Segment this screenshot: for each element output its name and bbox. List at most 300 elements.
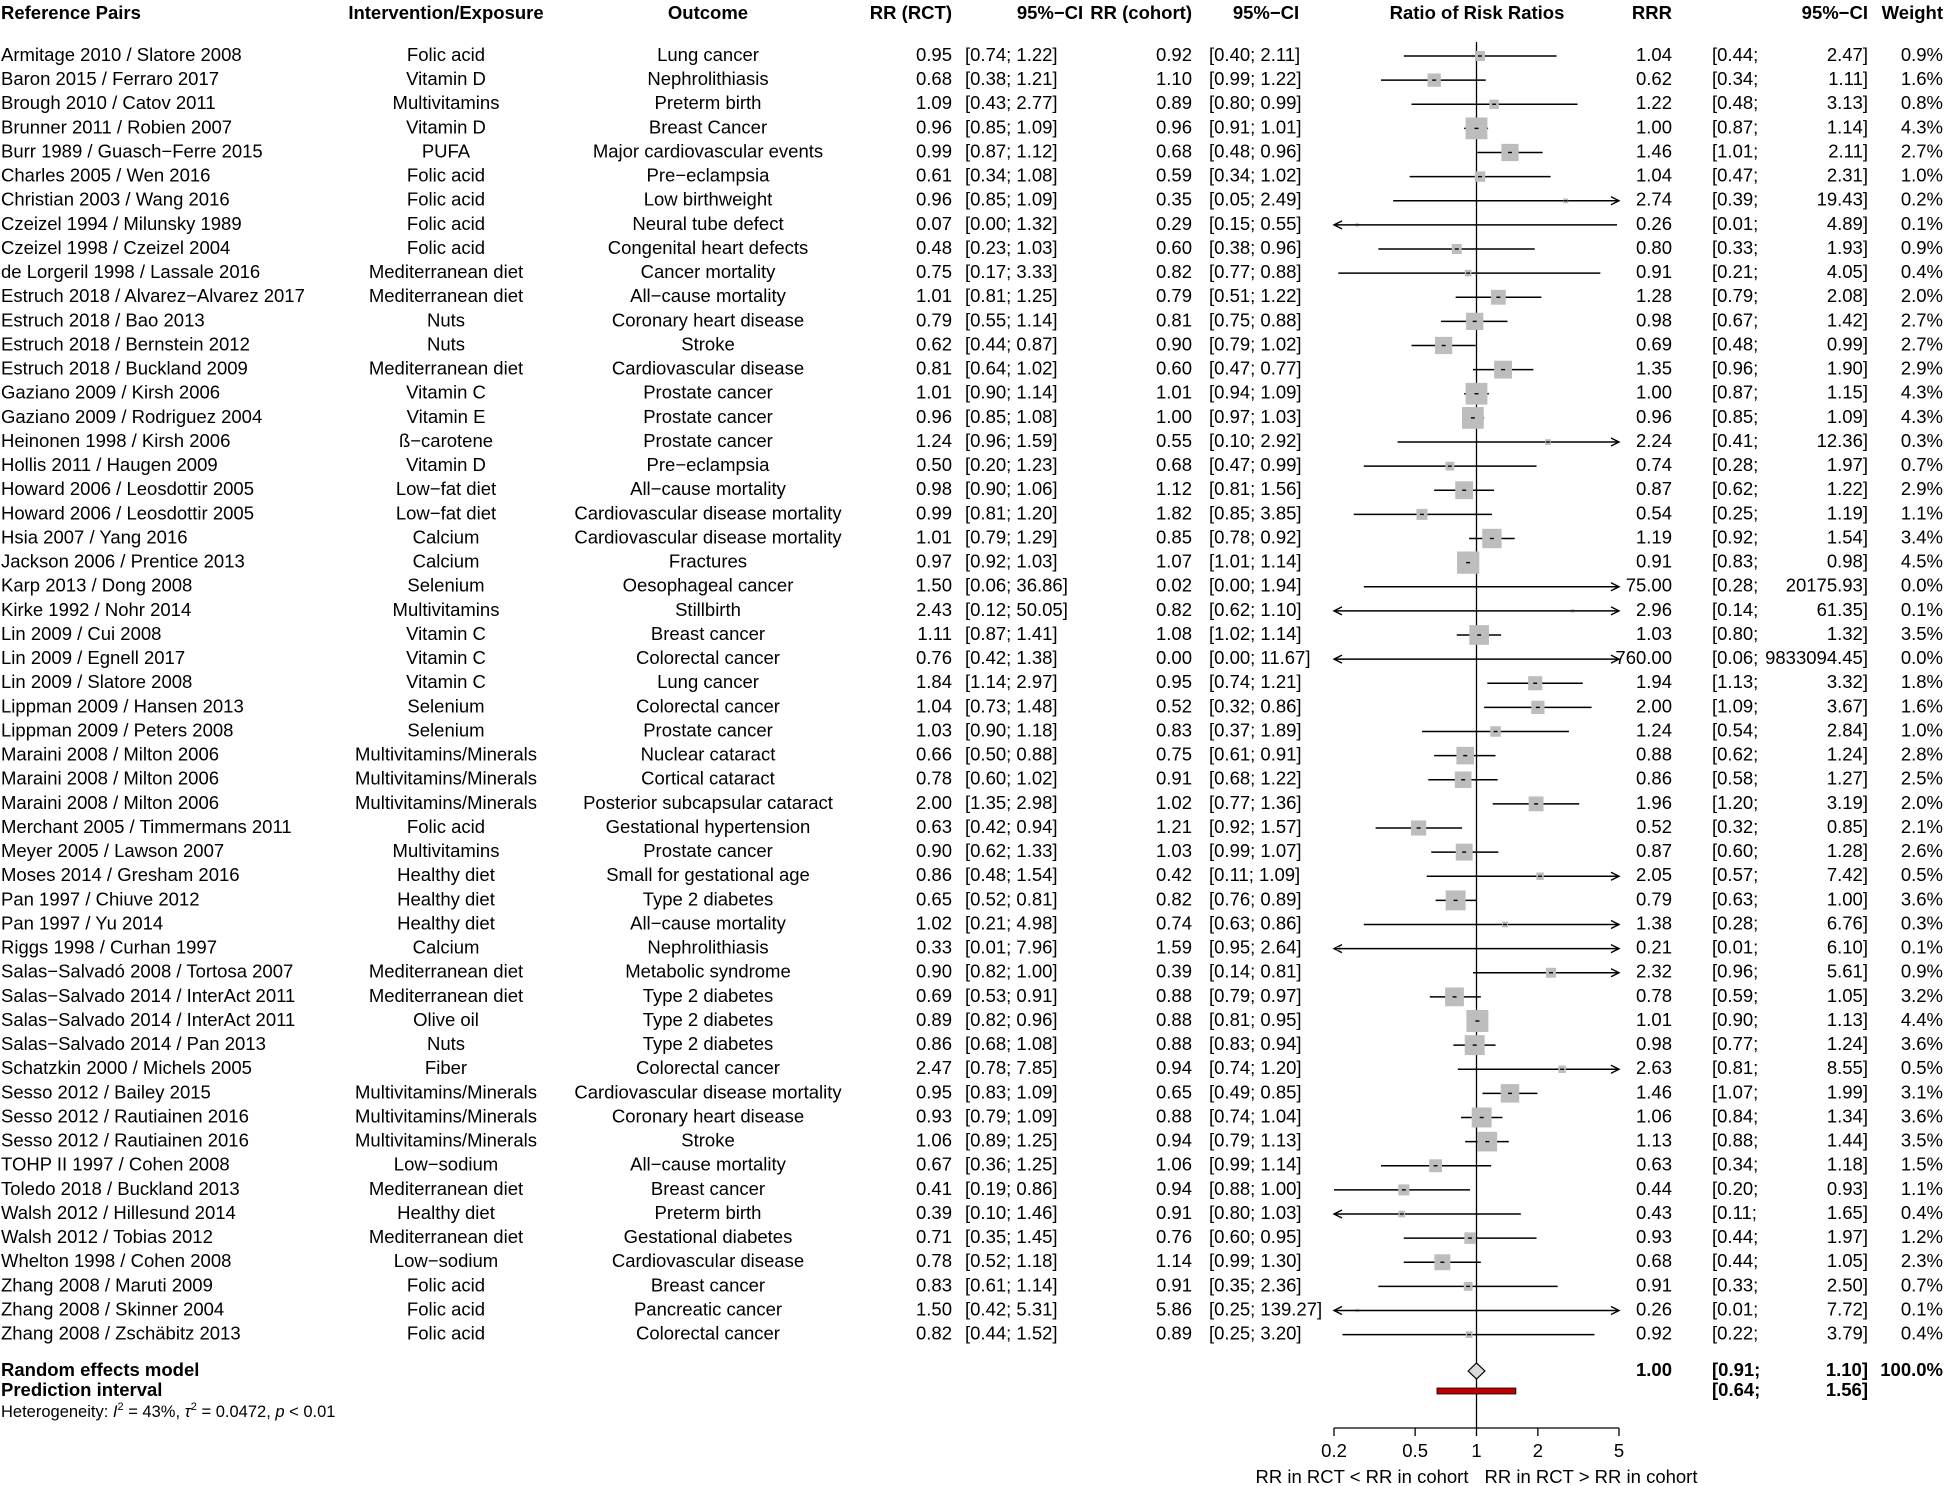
rrr: 2.05 [1635, 864, 1672, 886]
ci-rct: [0.83; 1.09] [965, 1081, 1058, 1103]
rr-cohort: 0.52 [1155, 695, 1192, 717]
ci-cohort: [0.79; 0.97] [1209, 984, 1302, 1006]
rrr: 0.26 [1635, 1298, 1672, 1320]
ci-rct: [0.96; 1.59] [965, 429, 1058, 451]
study-mark [1381, 1159, 1491, 1172]
reference-pair: Lin 2009 / Egnell 2017 [1, 647, 186, 669]
rr-cohort: 0.29 [1155, 212, 1192, 234]
study-mark [1427, 872, 1619, 880]
rrr-ci-upper: 1.54] [1826, 526, 1868, 548]
ci-cohort: [0.47; 0.99] [1209, 454, 1302, 476]
ci-cohort: [0.77; 1.36] [1209, 791, 1302, 813]
rrr-ci-upper: 1.22] [1826, 478, 1868, 500]
intervention: Healthy diet [397, 1201, 495, 1223]
rrr-ci-lower: [0.90; [1712, 1008, 1759, 1030]
outcome: Breast cancer [650, 1177, 766, 1199]
weight: 4.3% [1900, 381, 1943, 403]
reference-pair: Gaziano 2009 / Kirsh 2006 [1, 381, 221, 403]
rr-cohort: 0.68 [1155, 454, 1192, 476]
rrr-ci-lower: [0.28; [1712, 454, 1759, 476]
rr-rct: 0.33 [915, 936, 952, 958]
outcome: Type 2 diabetes [642, 1033, 774, 1055]
ci-cohort: [0.00; 11.67] [1209, 647, 1311, 669]
rrr: 1.06 [1635, 1105, 1672, 1127]
study-row [1, 937, 1943, 958]
rrr-ci-upper: 1.97] [1826, 1226, 1868, 1248]
rrr-ci-lower: [0.32; [1712, 815, 1759, 837]
rrr-ci-upper: 12.36] [1816, 429, 1868, 451]
ci-rct: [0.50; 0.88] [965, 743, 1058, 765]
rrr-ci-lower: [0.33; [1712, 236, 1759, 258]
ci-rct: [0.89; 1.25] [965, 1129, 1058, 1151]
rrr-ci-upper: 61.35] [1816, 598, 1868, 620]
rrr: 0.21 [1635, 936, 1672, 958]
rrr-ci-upper: 2.08] [1826, 285, 1868, 307]
study-mark [1487, 676, 1582, 690]
rr-cohort: 0.94 [1155, 1177, 1192, 1199]
rr-rct: 1.50 [915, 1298, 952, 1320]
rrr: 1.38 [1635, 912, 1672, 934]
ci-rct: [0.64; 1.02] [965, 357, 1058, 379]
rrr-ci-upper: 1.99] [1826, 1081, 1868, 1103]
ci-cohort: [0.80; 0.99] [1209, 92, 1302, 114]
reference-pair: Riggs 1998 / Curhan 1997 [1, 936, 217, 958]
study-mark [1422, 726, 1569, 737]
study-mark [1458, 1065, 1619, 1073]
study-mark [1465, 1132, 1509, 1152]
rrr-ci-lower: [0.88; [1712, 1129, 1759, 1151]
ci-rct: [0.44; 0.87] [965, 333, 1058, 355]
ci-rct: [1.35; 2.98] [965, 791, 1058, 813]
plot-marks [1334, 42, 1619, 1428]
intervention: Vitamin C [406, 671, 486, 693]
study-row [1, 333, 1943, 354]
study-row [1, 165, 1943, 186]
ci-cohort: [0.99; 1.14] [1209, 1153, 1302, 1175]
outcome: Cardiovascular disease mortality [574, 502, 842, 524]
rr-cohort: 0.88 [1155, 984, 1192, 1006]
reference-pair: Lin 2009 / Cui 2008 [1, 622, 162, 644]
rrr-ci-lower: [0.67; [1712, 309, 1759, 331]
study-row [1, 551, 1943, 572]
rrr-ci-lower: [0.80; [1712, 622, 1759, 644]
rr-rct: 0.82 [915, 1322, 952, 1344]
intervention: Folic acid [406, 1322, 486, 1344]
intervention: Nuts [426, 309, 466, 331]
outcome: Lung cancer [657, 671, 759, 693]
intervention: Mediterranean diet [368, 1226, 524, 1248]
rrr-ci-lower: [0.85; [1712, 405, 1759, 427]
outcome: Coronary heart disease [611, 1105, 805, 1127]
study-row [1, 1274, 1943, 1295]
ci-rct: [0.81; 1.20] [965, 502, 1058, 524]
study-row [1, 454, 1943, 475]
x-tick-label: 0.2 [1321, 1439, 1347, 1461]
rr-cohort: 0.81 [1155, 309, 1192, 331]
reference-pair: Gaziano 2009 / Rodriguez 2004 [1, 405, 263, 427]
reference-pair: de Lorgeril 1998 / Lassale 2016 [1, 261, 261, 283]
rrr-ci-lower: [0.44; [1712, 43, 1759, 65]
heterogeneity-text: Heterogeneity: $I^2 = 43\%$, $\tau^2 = 0.0472$, p < 0.01 [1, 1400, 336, 1422]
reference-pair: Salas−Salvadó 2008 / Tortosa 2007 [1, 960, 294, 982]
weight: 0.1% [1900, 1298, 1943, 1320]
random-effects-label: Random effects model [1, 1358, 200, 1380]
rr-cohort: 1.82 [1155, 502, 1192, 524]
study-row [1, 261, 1943, 282]
rrr-ci-lower: [0.39; [1712, 188, 1759, 210]
ci-cohort: [0.94; 1.09] [1209, 381, 1302, 403]
rrr-ci-lower: [0.48; [1712, 333, 1759, 355]
intervention: Mediterranean diet [368, 1177, 524, 1199]
intervention: Nuts [426, 333, 466, 355]
intervention: Selenium [407, 695, 485, 717]
rrr-ci-upper: 1.44] [1826, 1129, 1868, 1151]
study-row [1, 695, 1943, 716]
x-tick-label: 1 [1471, 1439, 1482, 1461]
ci-rct: [0.19; 0.86] [965, 1177, 1058, 1199]
rr-cohort: 1.12 [1155, 478, 1192, 500]
rrr-ci-upper: 20175.93] [1785, 574, 1868, 596]
rrr-ci-upper: 4.05] [1826, 261, 1868, 283]
rrr-ci-lower: [0.62; [1712, 743, 1759, 765]
rr-cohort: 0.42 [1155, 864, 1192, 886]
reference-pair: Estruch 2018 / Bao 2013 [1, 309, 205, 331]
ci-cohort: [0.97; 1.03] [1209, 405, 1302, 427]
outcome: Congenital heart defects [607, 236, 809, 258]
weight: 3.5% [1900, 1129, 1943, 1151]
rr-rct: 0.98 [915, 478, 952, 500]
rrr-ci-upper: 7.42] [1826, 864, 1868, 886]
outcome: Cortical cataract [641, 767, 775, 789]
rr-cohort: 0.39 [1155, 960, 1192, 982]
rr-rct: 2.47 [915, 1057, 952, 1079]
study-mark [1466, 1010, 1488, 1032]
rrr-ci-upper: 1.93] [1826, 236, 1868, 258]
rrr: 2.24 [1635, 429, 1672, 451]
rr-rct: 0.96 [915, 116, 952, 138]
rr-cohort: 1.59 [1155, 936, 1192, 958]
reference-pair: Salas−Salvado 2014 / Pan 2013 [1, 1033, 266, 1055]
intervention: Folic acid [406, 212, 486, 234]
ci-cohort: [0.74; 1.20] [1209, 1057, 1302, 1079]
ci-cohort: [0.77; 0.88] [1209, 261, 1302, 283]
rrr: 1.03 [1635, 622, 1672, 644]
weight: 2.7% [1900, 333, 1943, 355]
rr-cohort: 0.82 [1155, 888, 1192, 910]
intervention: Vitamin C [406, 622, 486, 644]
study-row [1, 189, 1943, 210]
study-mark [1354, 509, 1492, 520]
study-mark [1334, 1210, 1521, 1218]
rr-rct: 0.71 [915, 1226, 952, 1248]
rr-cohort: 1.02 [1155, 791, 1192, 813]
rr-rct: 1.06 [915, 1129, 952, 1151]
reference-pair: Meyer 2005 / Lawson 2007 [1, 840, 225, 862]
prediction-interval-label: Prediction interval [1, 1378, 163, 1400]
study-row [1, 1009, 1943, 1030]
weight: 2.6% [1900, 840, 1943, 862]
header-ci-rct: 95%−CI [1016, 1, 1084, 23]
rrr: 0.63 [1635, 1153, 1672, 1175]
reference-pair: Pan 1997 / Chiuve 2012 [1, 888, 200, 910]
study-row [1, 213, 1943, 234]
rrr-ci-upper: 8.55] [1826, 1057, 1868, 1079]
weight: 3.6% [1900, 1105, 1943, 1127]
weight: 0.9% [1900, 960, 1943, 982]
rrr-ci-lower: [0.96; [1712, 357, 1759, 379]
ci-cohort: [0.10; 2.92] [1209, 429, 1302, 451]
reference-pair: Lippman 2009 / Peters 2008 [1, 719, 234, 741]
intervention: Multivitamins/Minerals [355, 1105, 537, 1127]
rr-rct: 0.90 [915, 840, 952, 862]
study-row [1, 285, 1943, 306]
rrr-ci-upper: 6.76] [1826, 912, 1868, 934]
study-row [1, 1057, 1943, 1078]
intervention: Folic acid [406, 236, 486, 258]
rrr-ci-lower: [0.22; [1712, 1322, 1759, 1344]
rrr: 1.46 [1635, 140, 1672, 162]
rr-cohort: 0.94 [1155, 1057, 1192, 1079]
study-mark [1434, 747, 1495, 765]
study-rows [1, 44, 1943, 1344]
outcome: Nephrolithiasis [647, 68, 769, 90]
outcome: Breast cancer [650, 1274, 766, 1296]
reference-pair: Sesso 2012 / Rautiainen 2016 [1, 1105, 249, 1127]
ci-rct: [0.10; 1.46] [965, 1201, 1058, 1223]
rrr-ci-upper: 2.47] [1826, 43, 1868, 65]
ci-rct: [0.85; 1.08] [965, 405, 1058, 427]
study-mark [1410, 171, 1551, 182]
ci-rct: [0.85; 1.09] [965, 116, 1058, 138]
study-row [1, 92, 1943, 113]
study-mark [1334, 221, 1617, 229]
rr-cohort: 0.35 [1155, 188, 1192, 210]
weight: 4.3% [1900, 405, 1943, 427]
ci-rct: [0.62; 1.33] [965, 840, 1058, 862]
rrr: 0.79 [1635, 888, 1672, 910]
rrr-ci-upper: 2.31] [1826, 164, 1868, 186]
study-mark [1461, 1108, 1502, 1128]
ci-cohort: [0.63; 0.86] [1209, 912, 1302, 934]
outcome: Preterm birth [654, 1201, 762, 1223]
intervention: Calcium [412, 526, 480, 548]
rr-cohort: 0.90 [1155, 333, 1192, 355]
rrr-ci-lower: [1.01; [1712, 140, 1759, 162]
rr-cohort: 0.88 [1155, 1105, 1192, 1127]
weight: 1.0% [1900, 719, 1943, 741]
weight: 4.5% [1900, 550, 1943, 572]
weight: 3.4% [1900, 526, 1943, 548]
intervention: Vitamin D [406, 68, 486, 90]
rrr-ci-upper: 3.19] [1826, 791, 1868, 813]
rr-rct: 0.63 [915, 815, 952, 837]
rrr-ci-upper: 1.32] [1826, 622, 1868, 644]
rrr-ci-upper: 1.11] [1828, 68, 1868, 90]
rrr: 0.93 [1635, 1226, 1672, 1248]
rrr: 1.22 [1635, 92, 1672, 114]
study-row [1, 68, 1943, 89]
rrr-ci-lower: [0.59; [1712, 984, 1759, 1006]
ci-cohort: [1.01; 1.14] [1209, 550, 1302, 572]
weight: 1.1% [1900, 1177, 1943, 1199]
rrr: 1.96 [1635, 791, 1672, 813]
outcome: Gestational diabetes [623, 1226, 793, 1248]
header-weight: Weight [1881, 1, 1943, 23]
weight: 2.0% [1900, 791, 1943, 813]
reference-pair: Kirke 1992 / Nohr 2014 [1, 598, 192, 620]
outcome: Breast Cancer [648, 116, 768, 138]
rrr: 1.19 [1635, 526, 1672, 548]
study-mark [1462, 407, 1484, 429]
study-mark [1493, 796, 1580, 811]
intervention: Mediterranean diet [368, 357, 524, 379]
intervention: Nuts [426, 1033, 466, 1055]
outcome: Prostate cancer [643, 719, 773, 741]
ci-rct: [0.60; 1.02] [965, 767, 1058, 789]
rrr-ci-lower: [0.28; [1712, 574, 1759, 596]
outcome: Pancreatic cancer [633, 1298, 783, 1320]
reference-pair: Lin 2009 / Slatore 2008 [1, 671, 193, 693]
rrr: 0.98 [1635, 309, 1672, 331]
rrr-ci-upper: 2.11] [1828, 140, 1868, 162]
intervention: Selenium [407, 719, 485, 741]
ci-rct: [0.42; 5.31] [965, 1298, 1058, 1320]
rrr: 760.00 [1615, 647, 1672, 669]
reference-pair: Moses 2014 / Gresham 2016 [1, 864, 240, 886]
study-row [1, 358, 1943, 379]
outcome: Fractures [668, 550, 748, 572]
rr-rct: 0.96 [915, 188, 952, 210]
rrr-ci-upper: 19.43] [1816, 188, 1868, 210]
study-mark [1453, 1035, 1495, 1055]
rr-cohort: 0.79 [1155, 285, 1192, 307]
x-label-right: RR in RCT > RR in cohort [1484, 1465, 1698, 1486]
rrr-ci-lower: [0.62; [1712, 478, 1759, 500]
rr-rct: 0.89 [915, 1008, 952, 1030]
outcome: Type 2 diabetes [642, 984, 774, 1006]
rr-rct: 1.01 [915, 285, 952, 307]
study-mark [1473, 968, 1619, 978]
ci-cohort: [0.49; 0.85] [1209, 1081, 1302, 1103]
header-ratio-of-risk-ratios: Ratio of Risk Ratios [1389, 1, 1565, 23]
rr-cohort: 0.76 [1155, 1226, 1192, 1248]
rrr: 0.91 [1635, 261, 1672, 283]
study-row [1, 840, 1943, 861]
rr-rct: 0.95 [915, 43, 952, 65]
ci-rct: [0.73; 1.48] [965, 695, 1058, 717]
rrr-ci-upper: 1.09] [1826, 405, 1868, 427]
reference-pair: Charles 2005 / Wen 2016 [1, 164, 211, 186]
rr-cohort: 0.82 [1155, 598, 1192, 620]
ci-rct: [0.87; 1.12] [965, 140, 1058, 162]
outcome: Nephrolithiasis [647, 936, 769, 958]
rrr-ci-lower: [0.06; [1712, 647, 1759, 669]
rr-cohort: 0.59 [1155, 164, 1192, 186]
study-row [1, 309, 1943, 330]
study-row [1, 237, 1943, 258]
weight: 3.2% [1900, 984, 1943, 1006]
study-mark [1342, 1331, 1594, 1338]
study-mark [1364, 583, 1619, 591]
weight: 2.3% [1900, 1250, 1943, 1272]
rr-cohort: 0.82 [1155, 261, 1192, 283]
rr-cohort: 1.21 [1155, 815, 1192, 837]
rrr-ci-lower: [0.92; [1712, 526, 1759, 548]
ci-rct: [0.34; 1.08] [965, 164, 1058, 186]
weight: 0.2% [1900, 188, 1943, 210]
outcome: Cardiovascular disease mortality [574, 1081, 842, 1103]
ci-rct: [0.92; 1.03] [965, 550, 1058, 572]
ci-cohort: [0.81; 0.95] [1209, 1008, 1302, 1030]
rrr-ci-lower: [0.96; [1712, 960, 1759, 982]
rr-rct: 0.99 [915, 502, 952, 524]
rrr-ci-lower: [0.81; [1712, 1057, 1759, 1079]
weight: 0.9% [1900, 43, 1943, 65]
rr-rct: 1.01 [915, 526, 952, 548]
intervention: Healthy diet [397, 912, 495, 934]
study-row [1, 140, 1943, 161]
ci-rct: [0.35; 1.45] [965, 1226, 1058, 1248]
study-mark [1473, 361, 1533, 379]
ci-rct: [0.68; 1.08] [965, 1033, 1058, 1055]
rrr-ci-upper: 3.32] [1826, 671, 1868, 693]
rrr: 2.74 [1635, 188, 1672, 210]
rr-rct: 0.90 [915, 960, 952, 982]
rrr: 0.26 [1635, 212, 1672, 234]
outcome: Pre−eclampsia [646, 164, 770, 186]
rrr-ci-lower: [0.77; [1712, 1033, 1759, 1055]
reference-pair: Toledo 2018 / Buckland 2013 [1, 1177, 240, 1199]
rr-cohort: 0.02 [1155, 574, 1192, 596]
rrr-ci-upper: 9833094.45] [1765, 647, 1868, 669]
ci-cohort: [0.48; 0.96] [1209, 140, 1302, 162]
intervention: Olive oil [413, 1008, 479, 1030]
study-row [1, 1323, 1943, 1344]
ci-rct: [0.36; 1.25] [965, 1153, 1058, 1175]
rr-rct: 0.76 [915, 647, 952, 669]
intervention: Healthy diet [397, 864, 495, 886]
study-row [1, 1178, 1943, 1199]
rr-rct: 0.68 [915, 68, 952, 90]
ci-rct: [0.90; 1.18] [965, 719, 1058, 741]
rr-rct: 0.96 [915, 405, 952, 427]
ci-rct: [0.78; 7.85] [965, 1057, 1058, 1079]
ci-cohort: [0.68; 1.22] [1209, 767, 1302, 789]
intervention: Mediterranean diet [368, 285, 524, 307]
study-mark [1378, 244, 1534, 254]
rrr-ci-lower: [0.20; [1712, 1177, 1759, 1199]
ci-cohort: [0.79; 1.02] [1209, 333, 1302, 355]
ci-cohort: [0.83; 0.94] [1209, 1033, 1302, 1055]
outcome: Cancer mortality [640, 261, 776, 283]
rr-rct: 0.48 [915, 236, 952, 258]
study-mark [1464, 383, 1489, 405]
rrr: 1.04 [1635, 164, 1672, 186]
ci-cohort: [0.99; 1.30] [1209, 1250, 1302, 1272]
x-tick-label: 5 [1613, 1439, 1625, 1461]
reference-pair: Maraini 2008 / Milton 2006 [1, 791, 220, 813]
study-mark [1404, 51, 1557, 61]
rr-cohort: 0.92 [1155, 43, 1192, 65]
study-mark [1441, 313, 1508, 330]
intervention: Low−fat diet [395, 502, 497, 524]
intervention: Vitamin E [406, 405, 486, 427]
weight: 2.7% [1900, 309, 1943, 331]
intervention: Folic acid [406, 188, 486, 210]
rrr-ci-upper: 1.27] [1826, 767, 1868, 789]
ci-rct: [0.81; 1.25] [965, 285, 1058, 307]
rrr-ci-upper: 0.98] [1826, 550, 1868, 572]
